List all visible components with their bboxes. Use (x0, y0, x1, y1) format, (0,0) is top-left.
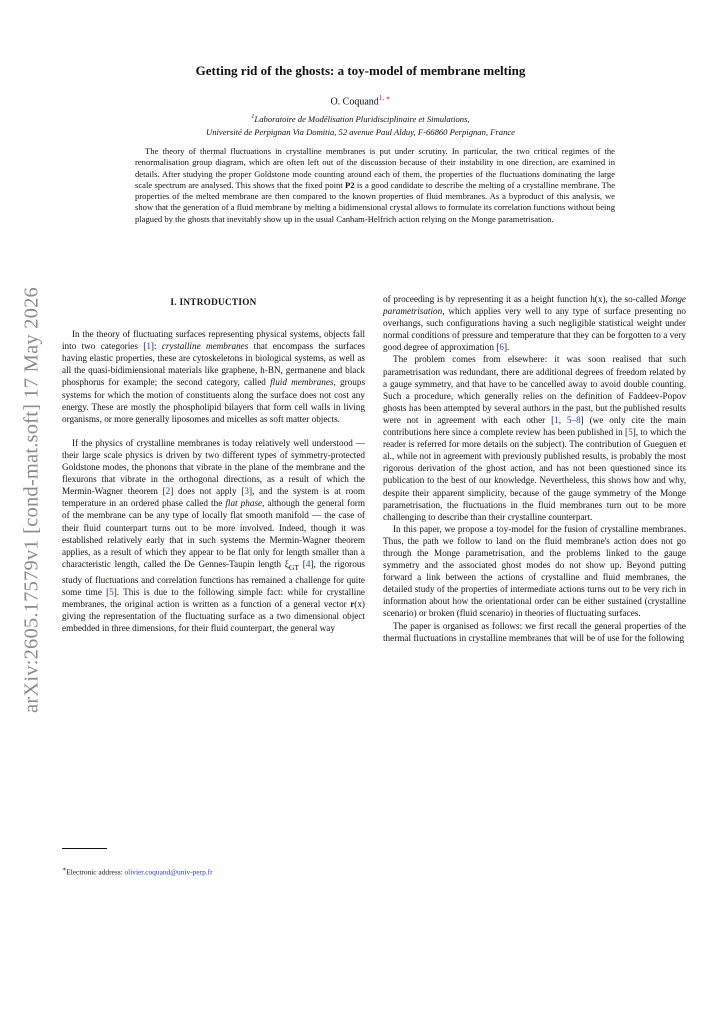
citation-link[interactable]: 2 (165, 486, 171, 497)
affiliation (0, 111, 721, 139)
paragraph: of proceeding is by representing it as a height function h(x), the so-called Monge parametrisation, which applies very well to any type of surface presenting no overhangs, such configurations having a such negligible statistical weight under normal conditions of pressure and temperature that they can be forgotten to a very good degree of approximation [6]. (383, 294, 686, 353)
paragraph: In the theory of fluctuating surfaces representing physical systems, objects fall into two categories [1]: crystalline membranes that encompass the surfaces having elastic properties, these are cytoskeletons in biological systems, as well as all the quasi-bidimiensional materials like graphene, h-BN, germanene and black phosphorus for example; the second category, called fluid membranes, groups systems for which the motion of constituents along the surface does not cost any energy. These are mostly the phospholipid bilayers that form cell walls in living organisms, or more generally liposomes and micelles as soft matter objects. (62, 329, 366, 424)
footnote: ∗Electronic address: olivier.coquand@univ-perp.fr (62, 867, 213, 877)
right-column (383, 293, 686, 644)
citation-link[interactable]: 5 (109, 586, 114, 597)
author-marks: 1, ∗ (378, 94, 391, 102)
fixed-point-label: P2 (345, 179, 355, 190)
author-line (0, 94, 721, 107)
citation-link[interactable]: 5–8 (566, 414, 581, 425)
section-heading-introduction: I. INTRODUCTION (170, 297, 257, 307)
left-column (62, 296, 365, 634)
email-link[interactable]: olivier.coquand@univ-perp.fr (124, 867, 213, 877)
citation-link[interactable]: 5 (628, 427, 633, 438)
citation-link[interactable]: 1 (554, 414, 559, 425)
paper-title: Getting rid of the ghosts: a toy-model of membrane melting (195, 63, 526, 78)
citation-link[interactable]: 3 (244, 486, 249, 497)
footnote-marker: ∗ (62, 867, 67, 873)
citation-link[interactable]: 4 (305, 558, 311, 569)
arxiv-identifier: arXiv:2605.17579v1 [cond-mat.soft] 17 May 2026 (20, 287, 43, 713)
paragraph: The paper is organised as follows: we first recall the general properties of the thermal fluctuations in crystalline membranes that will be of use for the following (383, 620, 686, 643)
citation-link[interactable]: 1 (146, 341, 151, 352)
arxiv-sidebar (12, 270, 52, 730)
citation-link[interactable]: 6 (499, 342, 504, 353)
footnote-rule (62, 848, 107, 849)
paragraph: In this paper, we propose a toy-model for the fusion of crystalline membranes. Thus, the path we follow to land on the fluid membrane's action does not go through the Monge parametrisation, and the problems linked to the gauge symmetry and the associated ghost modes do not show up. Beyond putting forward a link between the actions of crystalline and fluid membranes, the detailed study of the properties of intermediate actions turns out to be very rich in information about how the orientational order can be either sustained (crystalline scenario) or broken (fluid scenario) in theories of fluctuating surfaces. (383, 523, 686, 619)
paragraph: If the physics of crystalline membranes is today relatively well understood — their large scale physics is driven by two different types of symmetry-protected Goldstone modes, the phonons that vibrate in the plane of the membrane and the flexurons that vibrate in the orthogonal directions, as a result of which the Mermin-Wagner theorem [2] does not apply [3], and the system is at room temperature in an ordered phase called the flat phase, although the general form of the membrane can be any type of locally flat smooth manifold — the case of their fluid counterpart turns out to be more involved. Indeed, though it was established relatively early that in such systems the Mermin-Wagner theorem applies, as a result of which they appear to be flat only for length smaller than a characteristic length, called the De Gennes-Taupin length $\xi_{GT}$ [4], the rigorous study of fluctuations and correlation functions has remained a challenge for quite some time [5]. This is due to the following simple fact: while for crystalline membranes, the original action is written as a function of a general vector r(x) giving the representation of the fluctuating surface as a two dimensional object embedded in three dimensions, for their fluid counterpart, the general way (62, 437, 366, 634)
author-name: O. Coquand (330, 96, 379, 108)
affiliation-line-2: Université de Perpignan Via Domitia, 52 avenue Paul Alduy, F-66860 Perpignan, France (206, 126, 515, 137)
paragraph: The problem comes from elsewhere: it was soon realised that such parametrisation was redundant, there are additional degrees of freedom related by a gauge symmetry, and that have to be cancelled away to avoid double counting. Such a procedure, which generally relies on the definition of Faddeev-Popov ghosts has been attempted by several authors in the past, but the published results were not in agreement with each other [1, 5–8] (we only cite the main contributions here since a complete review has been published in [5], to which the reader is referred for more details on the subject). The contribution of Gueguen et al., while not in agreement with previously published results, is probably the most rigorous derivation of the ghost action, and has not been questioned since its publication to the best of our knowledge. Nevertheless, this shows how and why, despite their apparent simplicity, because of the gauge symmetry of the Monge parametrisation, the fluctuations in the fluid membranes turn out to be more challenging to describe than their crystalline counterpart. (383, 354, 687, 522)
abstract: The theory of thermal fluctuations in crystalline membranes is put under scrutiny. In particular, the two critical regimes of the renormalisation group diagram, which are often left out of the discussion because of their instability in one direction, are examined in details. After studying the proper Goldstone mode counting around each of them, the properties of the fluctuations dominating the large scale spectrum are analysed. This shows that the fixed point P2 is a good candidate to describe the melting of a crystalline membrane. The properties of the melted membrane are then compared to the known properties of fluid membranes. As a byproduct of this analysis, we show that the generation of a fluid membrane by melting a bidimensional crystal allows to formulate its correlation functions without being plagued by the ghosts that inevitably show up in the usual Canham-Helfrich action relying on the Monge parametrisation. (135, 146, 616, 224)
affiliation-mark: 1 (251, 114, 255, 120)
affiliation-line-1: $^1$Laboratoire de Modélisation Pluridisciplinaire et Simulations, (251, 113, 470, 124)
